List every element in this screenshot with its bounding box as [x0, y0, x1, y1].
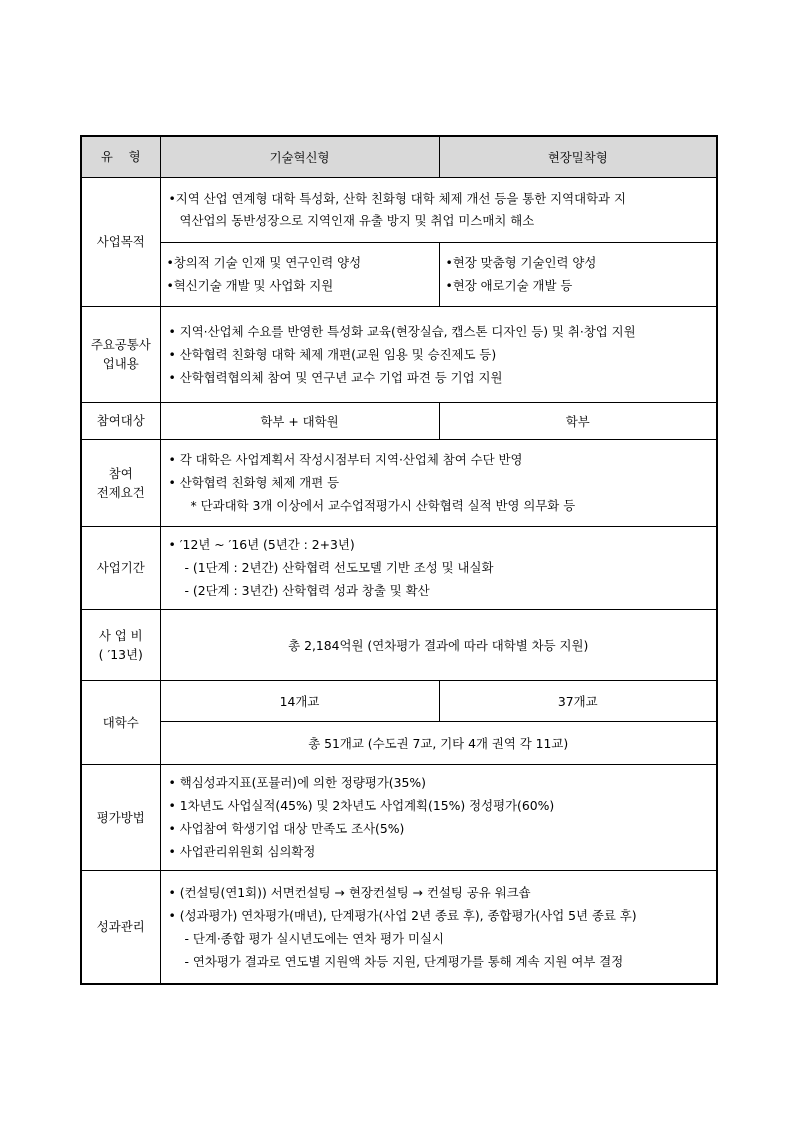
evaluation-row [81, 764, 717, 870]
evaluation-item-4: • 사업관리위원회 심의확정 [168, 844, 316, 859]
period-item-3: - (2단계 : 3년간) 산학협력 성과 창출 및 확산 [184, 583, 430, 598]
universities-total: 총 51개교 (수도권 7교, 기타 4개 권역 각 11교) [160, 721, 717, 764]
requirements-label [81, 439, 160, 526]
evaluation-item-1: • 핵심성과지표(포뮬러)에 의한 정량평가(35%) [168, 775, 427, 790]
program-overview-table [80, 135, 718, 985]
common-content-label-line-2: 업내용 [102, 356, 139, 371]
purpose-field-line-1: •현장 맞춤형 기술인력 양성 [445, 255, 597, 270]
type-label: 유 형 [81, 136, 160, 177]
purpose-tech-line-2: •혁신기술 개발 및 사업화 지원 [166, 278, 334, 293]
evaluation-cell [160, 764, 717, 870]
purpose-common-cell [160, 177, 717, 242]
budget-label-line-2: ( ′13년) [98, 646, 143, 662]
header-field-oriented: 현장밀착형 [439, 136, 717, 177]
performance-item-3: - 단계·종합 평가 실시년도에는 연차 평가 미실시 [184, 930, 444, 946]
universities-tech: 14개교 [160, 680, 439, 721]
requirements-item-1: • 각 대학은 사업계획서 작성시점부터 지역·산업체 참여 수단 반영 [168, 452, 523, 467]
requirements-cell [160, 439, 717, 526]
target-tech: 학부 + 대학원 [160, 402, 439, 439]
purpose-field-cell [439, 242, 717, 306]
common-content-item-3: • 산학협력협의체 참여 및 연구년 교수 기업 파견 등 기업 지원 [168, 369, 503, 385]
purpose-field-line-2: •현장 애로기술 개발 등 [445, 278, 573, 293]
period-cell [160, 526, 717, 609]
universities-split-row [81, 680, 717, 721]
common-content-label-line-1: 주요공통사 [90, 337, 151, 352]
common-content-item-2: • 산학협력 친화형 대학 체제 개편(교원 임용 및 승진제도 등) [168, 346, 497, 362]
evaluation-item-2: • 1차년도 사업실적(45%) 및 2차년도 사업계획(15%) 정성평가(60%) [168, 798, 555, 813]
performance-item-4: - 연차평가 결과로 연도별 지원액 차등 지원, 단계평가를 통해 계속 지원 여부 결정 [184, 953, 624, 969]
purpose-tech-cell [160, 242, 439, 306]
performance-label: 성과관리 [81, 870, 160, 984]
target-row [81, 402, 717, 439]
budget-label-line-1: 사 업 비 [98, 627, 143, 643]
budget-value: 총 2,184억원 (연차평가 결과에 따라 대학별 차등 지원) [160, 609, 717, 680]
header-row [81, 136, 717, 177]
performance-row [81, 870, 717, 984]
performance-item-2: • (성과평가) 연차평가(매년), 단계평가(사업 2년 종료 후), 종합평가(사업 5년 종료 후) [168, 907, 637, 923]
requirements-item-2: • 산학협력 친화형 체제 개편 등 [168, 475, 340, 490]
evaluation-item-3: • 사업참여 학생기업 대상 만족도 조사(5%) [168, 821, 405, 836]
period-item-1: • ′12년 ~ ′16년 (5년간 : 2+3년) [168, 537, 355, 552]
common-content-row [81, 306, 717, 402]
evaluation-label: 평가방법 [81, 764, 160, 870]
requirements-note: * 단과대학 3개 이상에서 교수업적평가시 산학협력 실적 반영 의무화 등 [190, 498, 576, 513]
purpose-split-row [81, 242, 717, 306]
budget-row [81, 609, 717, 680]
performance-cell [160, 870, 717, 984]
period-label: 사업기간 [81, 526, 160, 609]
purpose-common-line-1: •지역 산업 연계형 대학 특성화, 산학 친화형 대학 체제 개선 등을 통한 지역대학과 지 [168, 190, 626, 206]
universities-label: 대학수 [81, 680, 160, 764]
target-label: 참여대상 [81, 402, 160, 439]
universities-field: 37개교 [439, 680, 717, 721]
requirements-label-line-1: 참여 [108, 465, 133, 481]
target-field: 학부 [439, 402, 717, 439]
common-content-label [81, 306, 160, 402]
universities-total-row [81, 721, 717, 764]
budget-label [81, 609, 160, 680]
period-item-2: - (1단계 : 2년간) 산학협력 선도모델 기반 조성 및 내실화 [184, 560, 494, 575]
common-content-cell [160, 306, 717, 402]
common-content-item-1: • 지역·산업체 수요를 반영한 특성화 교육(현장실습, 캡스톤 디자인 등) 및 취·창업 지원 [168, 323, 636, 339]
period-row [81, 526, 717, 609]
performance-item-1: • (컨설팅(연1회)) 서면컨설팅 → 현장컨설팅 → 컨설팅 공유 워크숍 [168, 884, 531, 900]
purpose-common-line-2: 역산업의 동반성장으로 지역인재 유출 방지 및 취업 미스매치 해소 [179, 212, 535, 228]
purpose-common-row [81, 177, 717, 242]
header-tech-innovation: 기술혁신형 [160, 136, 439, 177]
requirements-row [81, 439, 717, 526]
purpose-label: 사업목적 [81, 177, 160, 306]
requirements-label-line-2: 전제요건 [96, 484, 145, 500]
purpose-tech-line-1: •창의적 기술 인재 및 연구인력 양성 [166, 255, 362, 270]
